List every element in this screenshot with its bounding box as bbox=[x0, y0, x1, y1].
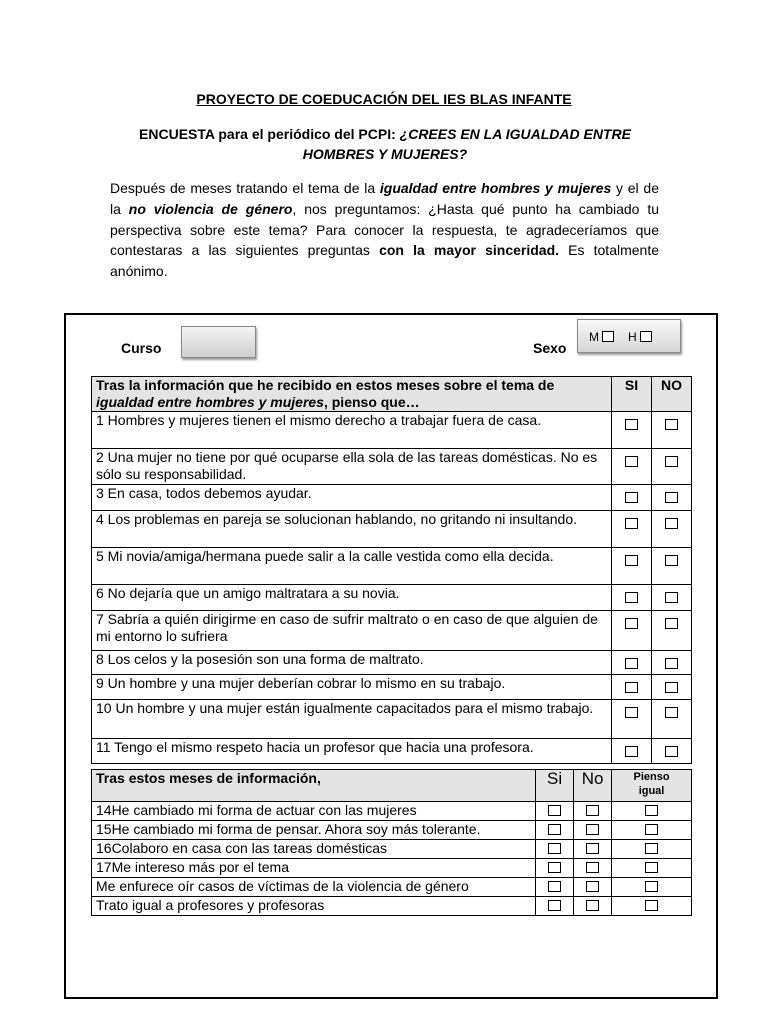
si-checkbox[interactable] bbox=[548, 881, 561, 892]
subtitle-prefix: ENCUESTA para el periódico del PCPI: bbox=[139, 126, 400, 142]
sexo-h-checkbox[interactable] bbox=[640, 331, 652, 342]
sexo-label: Sexo bbox=[533, 340, 567, 356]
statement-text: 16Colaboro en casa con las tareas domésticas bbox=[92, 840, 536, 859]
sexo-h-label: H bbox=[628, 329, 637, 344]
question-text: 7 Sabría a quién dirigirme en caso de sufrir maltrato o en caso de que alguien de mi entorno lo sufriera bbox=[92, 611, 612, 651]
statement-text: Me enfurece oír casos de víctimas de la violencia de género bbox=[92, 878, 536, 897]
table-row bbox=[92, 821, 692, 840]
no-checkbox[interactable] bbox=[586, 862, 599, 873]
question-text: 11 Tengo el mismo respeto hacia un profesor que hacia una profesora. bbox=[92, 739, 612, 764]
opinion-header-italic: igualdad entre hombres y mujeres bbox=[96, 394, 324, 410]
no-checkbox[interactable] bbox=[586, 824, 599, 835]
no-checkbox[interactable] bbox=[665, 518, 678, 529]
no-checkbox[interactable] bbox=[665, 682, 678, 693]
table-row bbox=[92, 651, 692, 675]
col-si-header: SI bbox=[612, 377, 652, 412]
statement-text: 15He cambiado mi forma de pensar. Ahora soy más tolerante. bbox=[92, 821, 536, 840]
table-row bbox=[92, 585, 692, 611]
statement-text: Trato igual a profesores y profesoras bbox=[92, 897, 536, 916]
si-checkbox[interactable] bbox=[625, 492, 638, 503]
question-text: 8 Los celos y la posesión son una forma de maltrato. bbox=[92, 651, 612, 675]
igual-checkbox[interactable] bbox=[645, 824, 658, 835]
no-checkbox[interactable] bbox=[665, 707, 678, 718]
no-checkbox[interactable] bbox=[665, 746, 678, 757]
col-si-header: Si bbox=[536, 770, 574, 802]
intro-text-4: Es totalmente anónimo. bbox=[110, 242, 660, 280]
intro-text-1: Después de meses tratando el tema de la bbox=[110, 180, 380, 196]
si-checkbox[interactable] bbox=[548, 900, 561, 911]
table-row bbox=[92, 548, 692, 585]
table-row bbox=[92, 485, 692, 511]
subtitle-question: ¿CREES EN LA IGUALDAD ENTRE HOMBRES Y MUJERES? bbox=[302, 126, 631, 162]
question-text: 10 Un hombre y una mujer están igualmente capacitados para el mismo trabajo. bbox=[92, 700, 612, 739]
si-checkbox[interactable] bbox=[625, 518, 638, 529]
no-checkbox[interactable] bbox=[665, 658, 678, 669]
no-checkbox[interactable] bbox=[586, 843, 599, 854]
opinion-header-text bbox=[92, 377, 612, 412]
intro-paragraph bbox=[110, 178, 659, 282]
igual-checkbox[interactable] bbox=[645, 900, 658, 911]
table-row bbox=[92, 802, 692, 821]
no-checkbox[interactable] bbox=[665, 456, 678, 467]
table-row bbox=[92, 675, 692, 700]
col-no-header: No bbox=[574, 770, 612, 802]
col-no-header: NO bbox=[652, 377, 692, 412]
si-checkbox[interactable] bbox=[625, 658, 638, 669]
intro-emphasis-1: igualdad entre hombres y mujeres bbox=[379, 180, 612, 196]
intro-text-2: y el de la bbox=[110, 180, 659, 217]
question-text: 9 Un hombre y una mujer deberían cobrar lo mismo en su trabajo. bbox=[92, 675, 612, 700]
no-checkbox[interactable] bbox=[665, 592, 678, 603]
si-checkbox[interactable] bbox=[625, 707, 638, 718]
question-text: 2 Una mujer no tiene por qué ocuparse ella sola de las tareas domésticas. No es sólo su responsabilidad. bbox=[92, 449, 612, 485]
opinion-header-a: Tras la información que he recibido en estos meses sobre el tema de bbox=[96, 377, 555, 393]
no-checkbox[interactable] bbox=[665, 419, 678, 430]
question-text: 4 Los problemas en pareja se solucionan hablando, no gritando ni insultando. bbox=[92, 511, 612, 548]
no-checkbox[interactable] bbox=[586, 900, 599, 911]
si-checkbox[interactable] bbox=[548, 805, 561, 816]
si-checkbox[interactable] bbox=[625, 746, 638, 757]
no-checkbox[interactable] bbox=[586, 805, 599, 816]
table-row bbox=[92, 840, 692, 859]
intro-emphasis-3: con la mayor sinceridad. bbox=[379, 242, 560, 259]
si-checkbox[interactable] bbox=[625, 592, 638, 603]
sexo-selector bbox=[577, 319, 681, 353]
no-checkbox[interactable] bbox=[665, 492, 678, 503]
table-row bbox=[92, 739, 692, 764]
question-text: 5 Mi novia/amiga/hermana puede salir a la calle vestida como ella decida. bbox=[92, 548, 612, 585]
igual-checkbox[interactable] bbox=[645, 862, 658, 873]
curso-label: Curso bbox=[121, 340, 162, 356]
table-row bbox=[92, 412, 692, 449]
intro-text-3: , nos preguntamos: ¿Hasta qué punto ha cambiado tu perspectiva sobre este tema? Para conocer la respuesta, te agradeceríamos que contestaras a las siguientes preguntas bbox=[110, 200, 660, 259]
igual-checkbox[interactable] bbox=[645, 805, 658, 816]
si-checkbox[interactable] bbox=[548, 824, 561, 835]
table-row bbox=[92, 859, 692, 878]
col-igual-header bbox=[612, 770, 692, 802]
table-row bbox=[92, 700, 692, 739]
intro-emphasis-2: no violencia de género bbox=[128, 200, 293, 217]
question-text: 1 Hombres y mujeres tienen el mismo derecho a trabajar fuera de casa. bbox=[92, 412, 612, 449]
col-igual-line1: Pienso bbox=[633, 771, 670, 783]
opinion-table-header bbox=[92, 377, 692, 412]
sexo-m-label: M bbox=[589, 329, 599, 344]
table-row bbox=[92, 449, 692, 485]
change-table-header bbox=[92, 770, 692, 802]
question-text: 3 En casa, todos debemos ayudar. bbox=[92, 485, 612, 511]
no-checkbox[interactable] bbox=[665, 555, 678, 566]
si-checkbox[interactable] bbox=[625, 555, 638, 566]
change-header-text: Tras estos meses de información, bbox=[92, 770, 536, 802]
curso-input[interactable] bbox=[181, 326, 256, 358]
si-checkbox[interactable] bbox=[548, 843, 561, 854]
no-checkbox[interactable] bbox=[665, 618, 678, 629]
opinion-header-b: , pienso que… bbox=[323, 394, 420, 410]
col-igual-line2: igual bbox=[638, 785, 665, 797]
opinion-table bbox=[91, 376, 692, 764]
table-row bbox=[92, 878, 692, 897]
survey-subtitle bbox=[105, 124, 665, 164]
si-checkbox[interactable] bbox=[625, 456, 638, 467]
si-checkbox[interactable] bbox=[625, 419, 638, 430]
table-row bbox=[92, 611, 692, 651]
igual-checkbox[interactable] bbox=[645, 881, 658, 892]
no-checkbox[interactable] bbox=[586, 881, 599, 892]
si-checkbox[interactable] bbox=[625, 618, 638, 629]
change-table bbox=[91, 769, 692, 916]
table-row bbox=[92, 511, 692, 548]
document-title: PROYECTO DE COEDUCACIÓN DEL IES BLAS INFANTE bbox=[196, 91, 572, 107]
table-row bbox=[92, 897, 692, 916]
question-text: 6 No dejaría que un amigo maltratara a su novia. bbox=[92, 585, 612, 611]
si-checkbox[interactable] bbox=[625, 682, 638, 693]
statement-text: 17Me intereso más por el tema bbox=[92, 859, 536, 878]
statement-text: 14He cambiado mi forma de actuar con las mujeres bbox=[92, 802, 536, 821]
sexo-m-checkbox[interactable] bbox=[602, 331, 614, 342]
igual-checkbox[interactable] bbox=[645, 843, 658, 854]
si-checkbox[interactable] bbox=[548, 862, 561, 873]
